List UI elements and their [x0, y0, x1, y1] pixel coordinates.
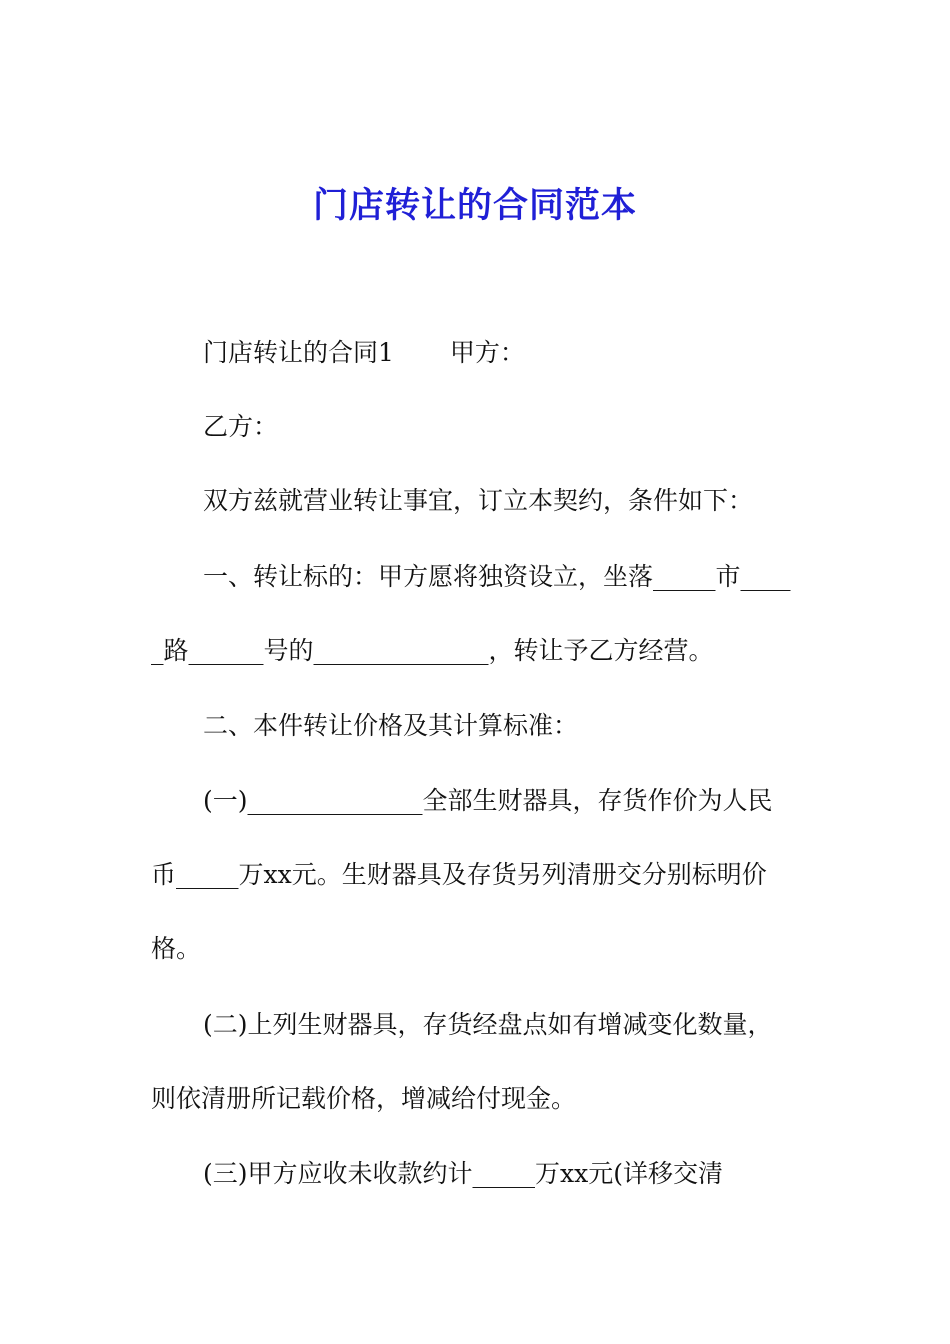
text-line-clause-1-cont: _路______号的______________，转让予乙方经营。: [151, 636, 714, 665]
text-line-clause-1: 一、转让标的：甲方愿将独资设立，坐落_____市____: [203, 562, 791, 591]
text-line-clause-2: 二、本件转让价格及其计算标准：: [203, 711, 579, 740]
text-line-item-3: (三)甲方应收未收款约计_____万xx元(详移交清: [203, 1159, 723, 1188]
text-line-item-2-cont: 则依清册所记载价格，增减给付现金。: [151, 1084, 577, 1113]
text-line-party-b: 乙方：: [203, 412, 279, 441]
party-a-label: 甲方：: [449, 338, 525, 367]
document-title: 门店转让的合同范本: [312, 185, 637, 226]
text-line-contract-heading: [203, 336, 525, 370]
text-line-item-1-end: 格。: [151, 934, 202, 963]
contract-number-label: 门店转让的合同1: [203, 338, 394, 367]
text-line-item-2: (二)上列生财器具，存货经盘点如有增减变化数量，: [203, 1010, 773, 1039]
text-line-item-1: (一)______________全部生财器具，存货作价为人民: [203, 786, 773, 815]
text-line-item-1-cont: 币_____万xx元。生财器具及存货另列清册交分别标明价: [151, 860, 767, 889]
text-line-intro: 双方兹就营业转让事宜，订立本契约，条件如下：: [203, 486, 754, 515]
